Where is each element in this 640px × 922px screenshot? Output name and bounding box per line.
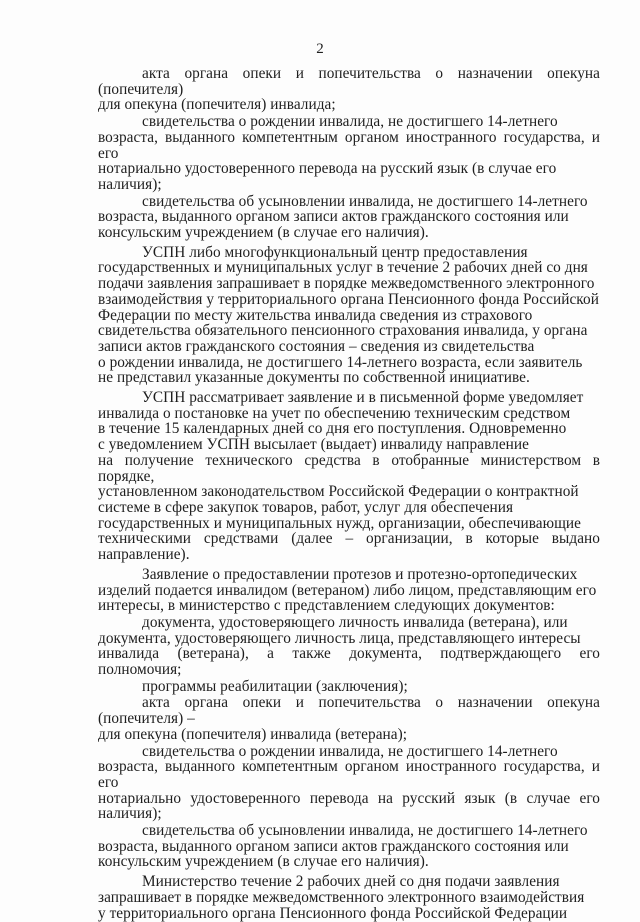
paragraph-uspn-review: УСПН рассматривает заявление и в письменной форме уведомляет инвалида о постановке на учет по обеспечению техническим средством в течение 15 календарных дней со дня его поступления. Одновременно с уведомлением УСПН высылает (выдает) инвалиду направление на получение технического средства в отобранные министерством в порядке, установленном законодательством Российской Федерации о контрактной системе в сфере закупок товаров, работ, услуг для обеспечения государственных и муниципальных нужд, организации, обеспечивающие техническими средствами (далее – организации, в которые выдано направление). <box>98 389 600 564</box>
paragraph-birth-certificate-foreign: свидетельства о рождении инвалида, не достигшего 14-летнего возраста, выданного компетентным органом иностранного государства, и его нотариально удостоверенного перевода на русский язык (в случае его наличия); <box>98 113 600 193</box>
document-body <box>98 66 600 921</box>
paragraph-guardian-act: акта органа опеки и попечительства о назначении опекуна (попечителя) для опекуна (попечителя) инвалида; <box>98 65 600 114</box>
paragraph-birth-certificate-foreign-2: свидетельства о рождении инвалида, не достигшего 14-летнего возраста, выданного компетентным органом иностранного государства, и его нотариально удостоверенного перевода на русский язык (в случае его наличия); <box>98 742 600 823</box>
paragraph-prosthetics-application: Заявление о предоставлении протезов и протезно-ортопедических изделий подается инвалидом (ветераном) либо лицом, представляющим его интересы, в министерство с представлением следующих документов: <box>98 565 597 615</box>
paragraph-adoption-certificate-2: свидетельства об усыновлении инвалида, не достигшего 14-летнего возраста, выданного органом записи актов гражданского состояния или консульским учреждением (в случае его наличия). <box>98 822 588 871</box>
paragraph-identity-document: документа, удостоверяющего личность инвалида (ветерана), или документа, удостоверяющего личность лица, представляющего интересы инвалида (ветерана), а также документа, подтверждающего его полномочия; <box>98 613 600 679</box>
paragraph-guardian-act-veteran: акта органа опеки и попечительства о назначении опекуна (попечителя) – для опекуна (попечителя) инвалида (ветерана); <box>98 694 600 743</box>
paragraph-rehabilitation-program: программы реабилитации (заключения); <box>142 677 408 695</box>
page-number: 2 <box>316 41 324 57</box>
paragraph-ministry-request: Министерство течение 2 рабочих дней со дня подачи заявления запрашивает в порядке межведомственного электронного взаимодействия у территориального органа Пенсионного фонда Российской Федерации <box>98 873 585 922</box>
paragraph-adoption-certificate: свидетельства об усыновлении инвалида, не достигшего 14-летнего возраста, выданного органом записи актов гражданского состояния или консульским учреждением (в случае его наличия). <box>98 192 588 242</box>
paragraph-uspn-request: УСПН либо многофункциональный центр предоставления государственных и муниципальных услуг в течение 2 рабочих дней со дня подачи заявления запрашивает в порядке межведомственного электронного взаимодействия у территориального органа Пенсионного фонда Российской Федерации по месту жительства инвалида сведения из страхового свидетельства обязательного пенсионного страхования инвалида, у органа записи актов гражданского состояния – сведения из свидетельства о рождении инвалида, не достигшего 14-летнего возраста, если заявитель не представил указанные документы по собственной инициативе. <box>98 243 599 387</box>
